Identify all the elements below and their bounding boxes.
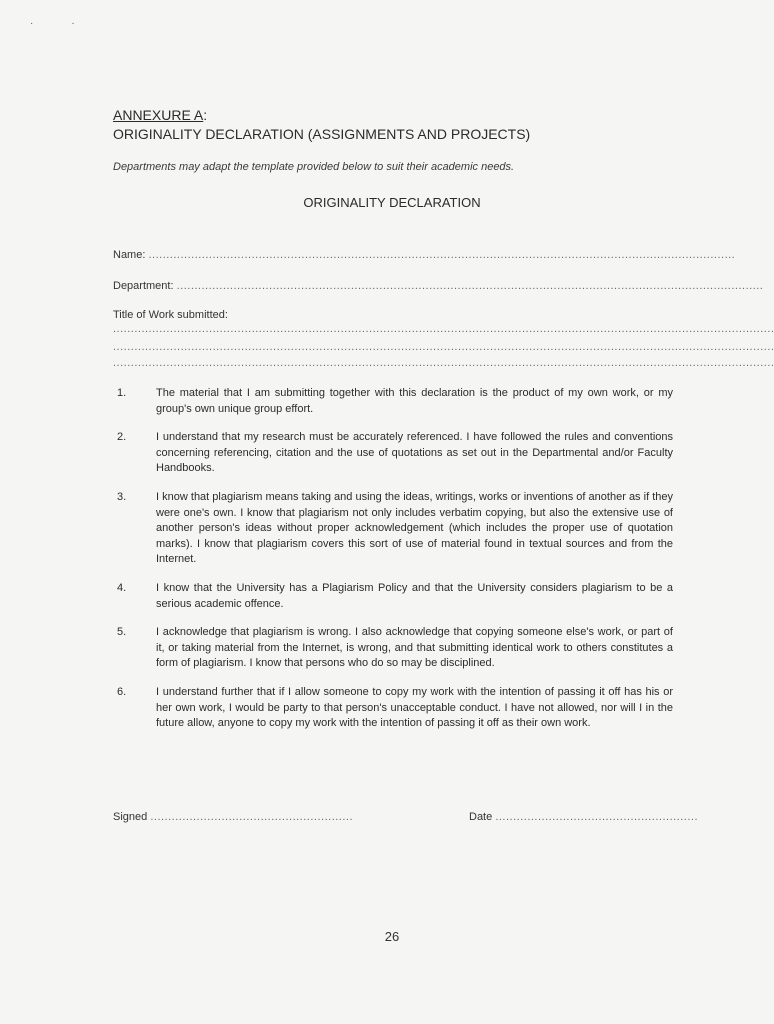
title-of-work-label: Title of Work submitted: <box>113 309 228 321</box>
declaration-item <box>113 581 673 612</box>
item-text: The material that I am submitting together with this declaration is the product of my own work, or my group's own unique group effort. <box>156 387 673 415</box>
item-number: 1. <box>117 387 127 399</box>
date-dotted-line: ......................................................... <box>495 811 699 823</box>
signed-dotted-line: ......................................................... <box>150 811 354 823</box>
signed-field <box>113 811 353 823</box>
name-field <box>113 249 736 261</box>
declaration-list <box>113 386 673 745</box>
declaration-item <box>113 625 673 672</box>
declaration-item <box>113 490 673 568</box>
item-number: 2. <box>117 431 127 444</box>
item-number: 5. <box>117 626 127 639</box>
annexure-colon: : <box>203 107 208 123</box>
item-text: I understand further that if I allow someone to copy my work with the intention of passing it off has his or her own work, I would be party to that person's unacceptable conduct. I have not allowed, nor will I in the future allow, anyone to copy my work with the intention of passing it off as their own work. <box>156 685 673 730</box>
item-text: I acknowledge that plagiarism is wrong. I also acknowledge that copying someone else's work, or part of it, or taking material from the Internet, is wrong, and that submitting identical work to others constitutes a form of plagiarism. I know that persons who do so may be disciplined. <box>156 626 673 670</box>
item-text: I know that the University has a Plagiarism Policy and that the University considers plagiarism to be a serious academic offence. <box>156 581 673 610</box>
department-dotted-line: ..................................................................................................................................................................... <box>176 280 764 292</box>
name-dotted-line: ..................................................................................................................................................................... <box>148 249 736 261</box>
date-field <box>469 811 698 823</box>
department-label: Department: <box>113 280 174 292</box>
title-of-work-field <box>113 309 669 321</box>
name-label: Name: <box>113 249 146 261</box>
item-text: I know that plagiarism means taking and using the ideas, writings, works or inventions of another as if they were one's own. I know that plagiarism not only includes verbatim copying, but also the extensive use of another person's ideas without proper acknowledgement (which includes the proper use of quotation marks). I know that plagiarism covers this sort of use of material found in textual sources and from the Internet. <box>156 490 673 566</box>
department-note: Departments may adapt the template provided below to suit their academic needs. <box>113 161 515 173</box>
department-field <box>113 280 764 292</box>
annexure-subtitle: ORIGINALITY DECLARATION (ASSIGNMENTS AND PROJECTS) <box>113 126 531 142</box>
declaration-item <box>113 685 673 732</box>
declaration-item <box>113 430 673 477</box>
annexure-label: ANNEXURE A <box>113 107 204 123</box>
title-dotted-line-2: .......................................................................................................................................................................................... <box>113 341 774 353</box>
date-label: Date <box>469 811 493 823</box>
form-title: ORIGINALITY DECLARATION <box>303 195 481 210</box>
declaration-item <box>113 386 673 417</box>
item-number: 3. <box>117 490 127 503</box>
signed-label: Signed <box>113 811 148 823</box>
page-number: 26 <box>384 929 400 944</box>
item-text: I understand that my research must be accurately referenced. I have followed the rules and conventions concerning referencing, citation and the use of quotations as set out in the Departmental and/or Faculty Handbooks. <box>156 431 673 475</box>
item-number: 4. <box>117 581 127 594</box>
item-number: 6. <box>117 685 127 698</box>
title-dotted-line-1: .......................................................................................................................................................................................... <box>113 323 774 335</box>
annexure-heading <box>113 106 530 144</box>
title-dotted-line-3: .......................................................................................................................................................................................... <box>113 357 774 369</box>
scan-specks: ·· <box>30 18 113 29</box>
